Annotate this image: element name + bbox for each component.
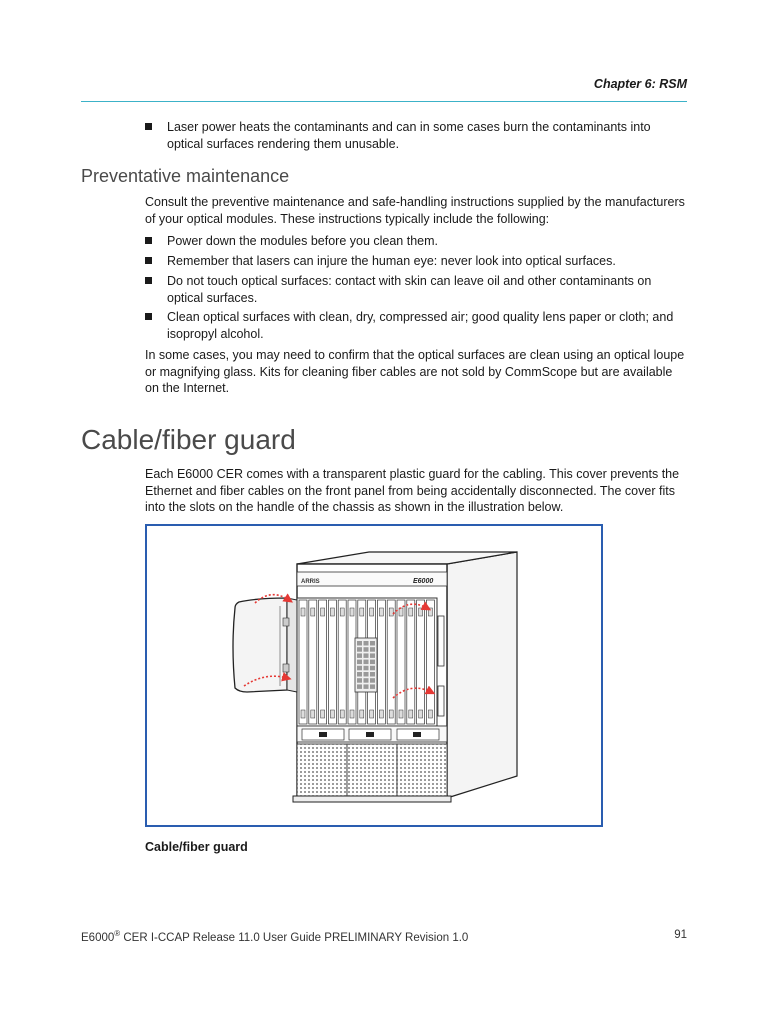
- brand-label: ARRIS: [301, 579, 320, 585]
- section-heading-preventative: Preventative maintenance: [81, 166, 290, 186]
- figure-caption: Cable/fiber guard: [145, 840, 248, 854]
- section-heading-cable-guard: Cable/fiber guard: [81, 424, 296, 455]
- card-latch: [321, 608, 325, 616]
- port-cell: [370, 666, 375, 671]
- line-card: [397, 600, 405, 724]
- port-cell: [370, 660, 375, 665]
- port-cell: [364, 678, 369, 683]
- list-item: Do not touch optical surfaces: contact with skin can leave oil and other contaminants on optical surfaces.: [145, 273, 685, 306]
- line-card: [309, 600, 317, 724]
- list-item: Clean optical surfaces with clean, dry, compressed air; good quality lens paper or cloth; and isopropyl alcohol.: [145, 309, 685, 342]
- port-cell: [370, 653, 375, 658]
- line-card: [328, 600, 336, 724]
- card-latch: [321, 710, 325, 718]
- bullet-square-icon: [145, 237, 152, 244]
- card-latch: [409, 608, 413, 616]
- card-latch: [350, 608, 354, 616]
- list-item: Power down the modules before you clean them.: [145, 233, 685, 250]
- card-latch: [419, 608, 423, 616]
- card-latch: [360, 710, 364, 718]
- port-cell: [364, 666, 369, 671]
- footer-doc-title: CER I-CCAP Release 11.0 User Guide PRELIMINARY Revision 1.0: [120, 931, 469, 944]
- port-cell: [357, 653, 362, 658]
- card-latch: [379, 710, 383, 718]
- card-latch: [409, 710, 413, 718]
- bullet-square-icon: [145, 257, 152, 264]
- port-cell: [364, 641, 369, 646]
- port-cell: [357, 684, 362, 689]
- list-item: Laser power heats the contaminants and can in some cases burn the contaminants into optical surfaces rendering them unusable.: [145, 119, 685, 152]
- port-cell: [370, 678, 375, 683]
- card-latch: [360, 608, 364, 616]
- card-latch: [389, 710, 393, 718]
- card-latch: [330, 710, 334, 718]
- line-card: [338, 600, 346, 724]
- port-cell: [364, 653, 369, 658]
- port-cell: [357, 678, 362, 683]
- card-latch: [311, 710, 315, 718]
- card-latch: [399, 710, 403, 718]
- preventative-intro: Consult the preventive maintenance and safe-handling instructions supplied by the manufacturers of your optical modules. These instructions typically include the following:: [145, 195, 685, 226]
- port-cell: [357, 660, 362, 665]
- card-latch: [301, 710, 305, 718]
- card-latch: [330, 608, 334, 616]
- line-card: [417, 600, 425, 724]
- port-cell: [357, 647, 362, 652]
- card-latch: [379, 608, 383, 616]
- cable-guard-body: Each E6000 CER comes with a transparent plastic guard for the cabling. This cover prevents the Ethernet and fiber cables on the front panel from being accidentally disconnected. The cover fits into the slots on the handle of the chassis as shown in the illustration below.: [145, 467, 680, 514]
- port-cell: [364, 672, 369, 677]
- list-item: Remember that lasers can injure the human eye: never look into optical surfaces.: [145, 253, 685, 270]
- figure-frame: [145, 524, 603, 827]
- port-cell: [357, 666, 362, 671]
- card-latch: [340, 608, 344, 616]
- card-latch: [428, 710, 432, 718]
- footer-product: E6000: [81, 931, 115, 944]
- card-latch: [350, 710, 354, 718]
- card-latch: [389, 608, 393, 616]
- card-latch: [419, 710, 423, 718]
- chapter-header: Chapter 6: RSM: [593, 77, 687, 91]
- card-latch: [301, 608, 305, 616]
- port-cell: [370, 647, 375, 652]
- line-card: [299, 600, 307, 724]
- card-latch: [370, 608, 374, 616]
- port-cell: [364, 647, 369, 652]
- card-latch: [370, 710, 374, 718]
- line-card: [377, 600, 385, 724]
- port-cell: [370, 641, 375, 646]
- line-card: [387, 600, 395, 724]
- card-latch: [340, 710, 344, 718]
- model-label: E6000: [413, 578, 434, 585]
- port-cell: [370, 672, 375, 677]
- line-card: [319, 600, 327, 724]
- card-latch: [311, 608, 315, 616]
- header-rule: [81, 101, 687, 102]
- preventative-closing: In some cases, you may need to confirm that the optical surfaces are clean using an optical loupe or magnifying glass. Kits for cleaning fiber cables are not sold by CommScope but are available on the Internet.: [145, 348, 685, 395]
- port-cell: [357, 672, 362, 677]
- footer-title: [81, 929, 468, 944]
- bullet-square-icon: [145, 277, 152, 284]
- card-latch: [428, 608, 432, 616]
- registered-mark: ®: [114, 929, 121, 938]
- line-card: [426, 600, 434, 724]
- port-cell: [357, 641, 362, 646]
- page-number: 91: [674, 929, 687, 941]
- port-cell: [370, 684, 375, 689]
- bullet-square-icon: [145, 313, 152, 320]
- line-card: [407, 600, 415, 724]
- bullet-square-icon: [145, 123, 152, 130]
- chassis-illustration: [147, 526, 601, 825]
- port-cell: [364, 684, 369, 689]
- port-cell: [364, 660, 369, 665]
